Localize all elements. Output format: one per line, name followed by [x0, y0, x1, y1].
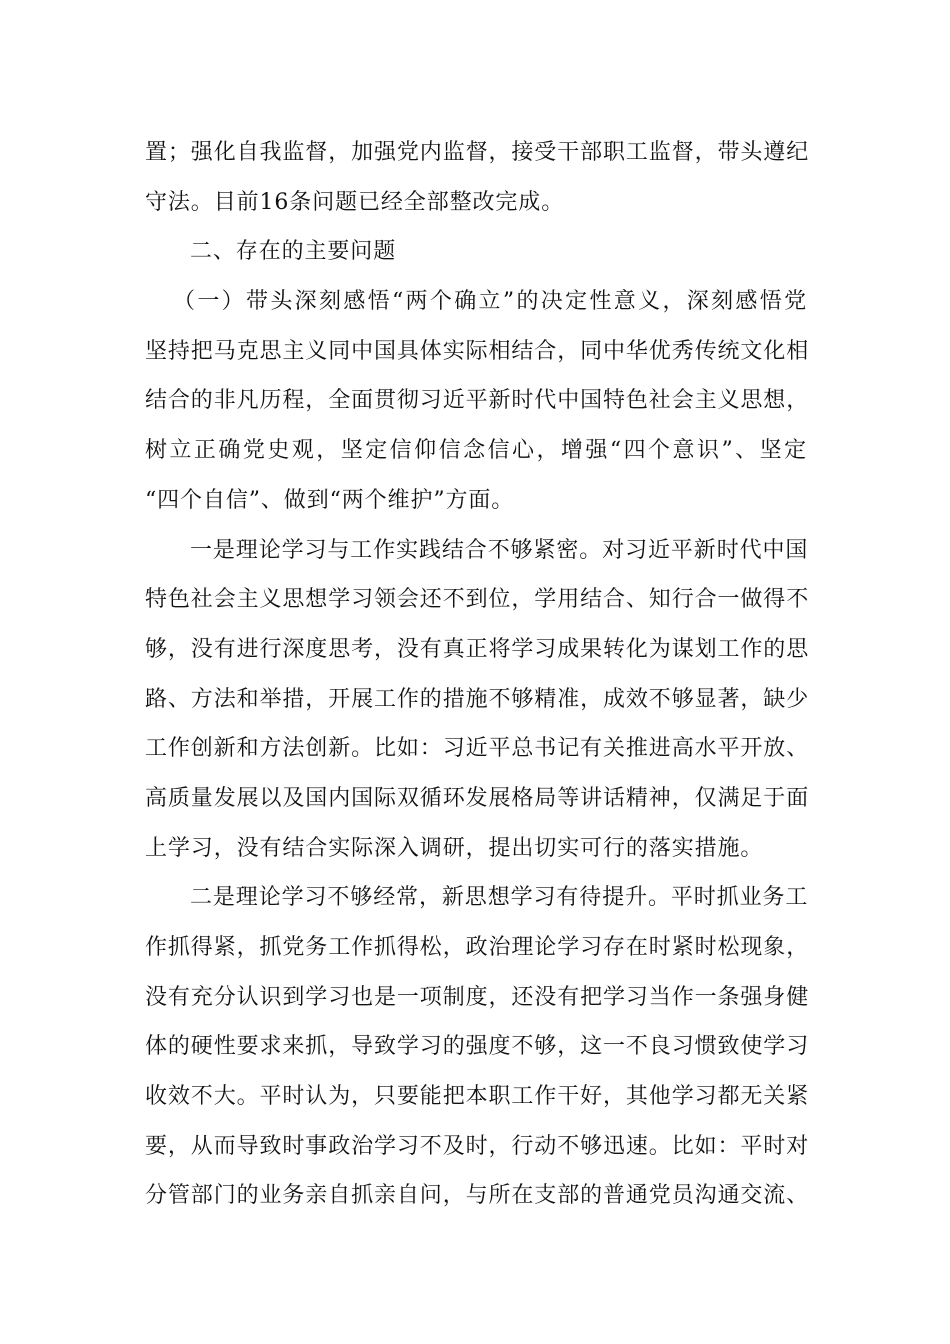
text-line: 置；强化自我监督，加强党内监督，接受干部职工监督，带头遵纪 — [145, 140, 810, 165]
text-line: 高质量发展以及国内国际双循环发展格局等讲话精神，仅满足于面 — [145, 786, 810, 811]
text-line: 要，从而导致时事政治学习不及时，行动不够迅速。比如：平时对 — [145, 1134, 810, 1159]
paragraph-first-line: 一是理论学习与工作实践结合不够紧密。对习近平新时代中国 — [190, 538, 809, 563]
text-line: 作抓得紧，抓党务工作抓得松，政治理论学习存在时紧时松现象， — [145, 935, 810, 960]
text-line: 树立正确党史观，坚定信仰信念信心，增强“四个意识”、坚定 — [145, 438, 807, 463]
text-line: 收效不大。平时认为，只要能把本职工作干好，其他学习都无关紧 — [145, 1084, 810, 1109]
text-line: 够，没有进行深度思考，没有真正将学习成果转化为谋划工作的思 — [145, 637, 810, 662]
text-line: 没有充分认识到学习也是一项制度，还没有把学习当作一条强身健 — [145, 985, 810, 1010]
paragraph-first-line: 二是理论学习不够经常，新思想学习有待提升。平时抓业务工 — [190, 885, 809, 910]
text-line: “四个自信”、做到“两个维护”方面。 — [145, 488, 515, 513]
text-line: 路、方法和举措，开展工作的措施不够精准，成效不够显著，缺少 — [145, 687, 810, 712]
text-line: 特色社会主义思想学习领会还不到位，学用结合、知行合一做得不 — [145, 587, 810, 612]
text-line: 分管部门的业务亲自抓亲自问，与所在支部的普通党员沟通交流、 — [145, 1183, 810, 1208]
subsection-heading: （一）带头深刻感悟“两个确立”的决定性意义，深刻感悟党 — [173, 289, 807, 314]
section-heading: 二、存在的主要问题 — [190, 239, 397, 264]
text-line: 上学习，没有结合实际深入调研，提出切实可行的落实措施。 — [145, 836, 764, 861]
text-line: 坚持把马克思主义同中国具体实际相结合，同中华优秀传统文化相 — [145, 339, 810, 364]
text-line: 工作创新和方法创新。比如：习近平总书记有关推进高水平开放、 — [145, 736, 810, 761]
text-line: 守法。目前16条问题已经全部整改完成。 — [145, 190, 565, 215]
text-line: 结合的非凡历程，全面贯彻习近平新时代中国特色社会主义思想， — [145, 388, 810, 413]
text-line: 体的硬性要求来抓，导致学习的强度不够，这一不良习惯致使学习 — [145, 1034, 810, 1059]
